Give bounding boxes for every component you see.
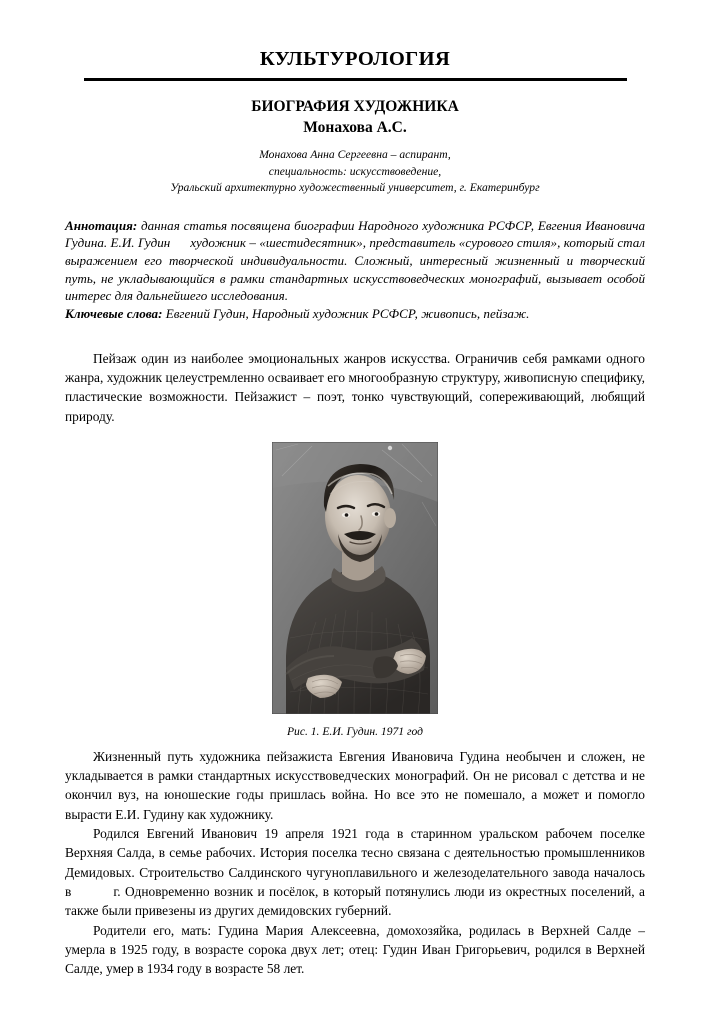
body-paragraph-with-blank xyxy=(65,824,645,920)
keywords-text: Евгений Гудин, Народный художник РСФСР, живопись, пейзаж. xyxy=(162,306,530,322)
figure-block xyxy=(65,442,645,738)
portrait-photo xyxy=(272,442,438,714)
figure-caption: Рис. 1. Е.И. Гудин. 1971 год xyxy=(286,724,424,738)
affiliation-line-3: Уральский архитектурно художественный университет, г. Екатеринбург xyxy=(170,181,540,195)
body-section-intro xyxy=(65,349,645,426)
article-title: БИОГРАФИЯ ХУДОЖНИКА xyxy=(251,97,459,115)
journal-section-heading: КУЛЬТУРОЛОГИЯ xyxy=(259,48,451,70)
abstract-text: данная статья посвящена биографии Народного художника РСФСР, Евгения Ивановича Гудина. Е.И. Гудин художник – «шестидесятник», представитель «сурового стиля», который стал выражением его творческой индивидуальности. Сложный, интересный жизненный и творческий путь, не укладывающийся в рамки стандартных искусствоведческих монографий, вызывает особой интерес для дальнейшего исследования. xyxy=(65,217,645,304)
abstract-label: Аннотация: xyxy=(65,217,138,233)
body-paragraph: Жизненный путь художника пейзажиста Евгения Ивановича Гудина необычен и сложен, не укладывается в рамки стандартных искусствоведческих монографий. Он не рисовал с детства и не окончил вуз, на юношеские годы пришлась война. Но все это не помешало, а может и помогло вырасти Е.И. Гудину как художнику. xyxy=(65,748,645,822)
author-affiliation xyxy=(65,147,645,196)
abstract-block xyxy=(65,217,645,305)
page-content xyxy=(65,0,645,978)
affiliation-line-1: Монахова Анна Сергеевна – аспирант, xyxy=(259,148,451,162)
article-author: Монахова А.С. xyxy=(303,118,407,136)
body-paragraph-part-1: Родился Евгений Иванович 19 апреля 1921 года в старинном уральском рабочем поселке Верхняя Салда, в семье рабочих. История поселка тесно связана с деятельностью промышленников Демидовых. Строительство Салдинского чугуноплавильного и железоделательного завода началось в xyxy=(65,826,645,899)
keywords-label: Ключевые слова: xyxy=(65,306,163,322)
affiliation-line-2: специальность: искусствоведение, xyxy=(268,164,442,178)
body-paragraph-part-2: г. Одновременно возник и посёлок, в который потянулись люди из окрестных поселений, а также были привезены из других демидовских губерний. xyxy=(65,883,645,919)
abstract-paragraph xyxy=(65,217,645,305)
body-paragraph: Родители его, мать: Гудина Мария Алексеевна, домохозяйка, родилась в Верхней Салде – умерла в 1925 году, в возрасте сорока двух лет; отец: Гудин Иван Григорьевич, родился в Верхней Салде, умер в 1934 году в возрасте 58 лет. xyxy=(65,922,645,977)
header-divider-rule xyxy=(84,78,627,81)
keywords-block xyxy=(65,305,645,323)
body-section-main xyxy=(65,747,645,979)
body-paragraph: Пейзаж один из наиболее эмоциональных жанров искусства. Ограничив себя рамками одного жанра, художник целеустремленно осваивает его многообразную структуру, живописную специфику, пластические возможности. Пейзажист – поэт, тонко чувствующий, сопереживающий, любящий природу. xyxy=(65,350,645,424)
